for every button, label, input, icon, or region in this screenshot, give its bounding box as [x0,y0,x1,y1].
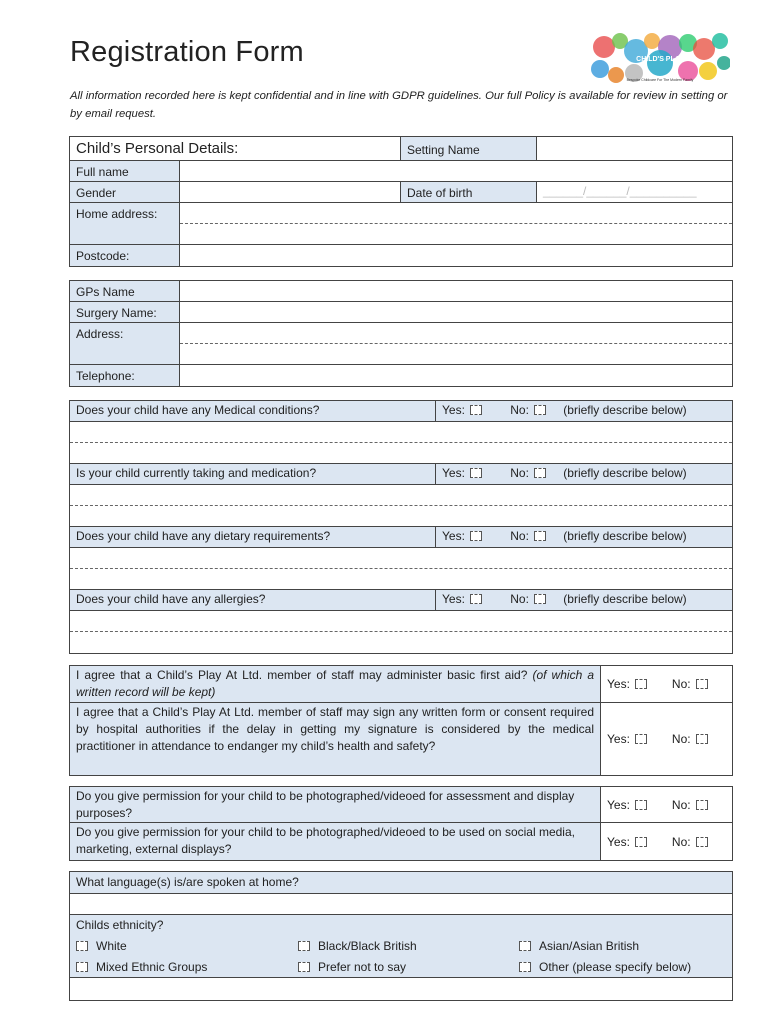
question-dietary: Does your child have any dietary requirements? [70,527,436,547]
photo-assessment-no-checkbox[interactable] [696,800,708,810]
language-question: What language(s) is/are spoken at home? [70,872,732,894]
first-aid-options: Yes: No: [601,666,732,702]
hospital-consent-text: I agree that a Child’s Play At Ltd. member of staff may sign any written form or consent required by hospital authorities if the delay in getting my signature is considered by the medical practitioner in attendance to endanger my child’s health and safety? [70,703,601,775]
gender-label: Gender [70,182,180,202]
question-medical-conditions: Does your child have any Medical conditions? [70,401,436,421]
intro-text: All information recorded here is kept confidential and in line with GDPR guidelines. Our full Policy is available for review in setting or by email request. [70,90,728,120]
photo-consent-section [69,786,733,861]
first-aid-consent-text: I agree that a Child’s Play At Ltd. member of staff may administer basic first aid? (of which a written record will be kept) [70,666,601,702]
medication-yes-checkbox[interactable] [470,468,482,478]
medical-conditions-answer[interactable] [70,422,732,464]
photo-assessment-options: Yes: No: [601,787,732,822]
surgery-name-label: Surgery Name: [70,302,180,322]
allergies-options: Yes: No: (briefly describe below) [442,592,687,606]
childs-play-logo [590,33,730,85]
setting-name-field[interactable] [537,137,732,160]
ethnicity-option[interactable]: Other (please specify below) [519,957,738,977]
allergies-question-row [70,590,732,611]
ethnicity-option[interactable]: Mixed Ethnic Groups [76,957,298,977]
question-medication: Is your child currently taking and medication? [70,464,436,484]
dob-field[interactable]: ______/______/__________ [543,184,697,198]
home-address-label: Home address: [70,203,180,244]
hospital-options: Yes: No: [601,703,732,775]
photo-social-options: Yes: No: [601,823,732,860]
medication-no-checkbox[interactable] [534,468,546,478]
medication-question-row [70,464,732,485]
gp-name-label: GPs Name [70,281,180,301]
question-allergies: Does your child have any allergies? [70,590,436,610]
language-section [69,871,733,1001]
ethnicity-option[interactable]: Black/Black British [298,936,519,956]
gp-address-field[interactable] [180,323,732,364]
ethnicity-checkbox[interactable] [519,941,531,951]
gp-name-field[interactable] [180,281,732,301]
hospital-no-checkbox[interactable] [696,734,708,744]
surgery-name-field[interactable] [180,302,732,322]
consent-section [69,665,733,776]
medication-answer[interactable] [70,485,732,527]
allergies-answer[interactable] [70,611,732,653]
ethnicity-checkbox[interactable] [298,941,310,951]
ethnicity-other-field[interactable] [70,978,732,1000]
first-aid-yes-checkbox[interactable] [635,679,647,689]
photo-assessment-text: Do you give permission for your child to be photographed/videoed for assessment and display purposes? [70,787,601,822]
svg-text:CHILD'S PLAY: CHILD'S PLAY [636,56,684,63]
gender-field[interactable] [180,182,401,202]
ethnicity-checkbox[interactable] [76,962,88,972]
ethnicity-options [70,936,732,978]
photo-social-yes-checkbox[interactable] [635,837,647,847]
ethnicity-option[interactable]: Asian/Asian British [519,936,738,956]
full-name-label: Full name [70,161,180,181]
ethnicity-checkbox[interactable] [298,962,310,972]
gp-details-section [69,280,733,387]
allergies-yes-checkbox[interactable] [470,594,482,604]
photo-social-no-checkbox[interactable] [696,837,708,847]
svg-text:Bespoke Childcare For The Mode: Bespoke Childcare For The Modern Family [626,78,694,82]
ethnicity-question: Childs ethnicity? [70,915,732,936]
dietary-answer[interactable] [70,548,732,590]
medical-no-checkbox[interactable] [534,405,546,415]
medical-conditions-options: Yes: No: (briefly describe below) [442,403,687,417]
dietary-options: Yes: No: (briefly describe below) [442,529,687,543]
setting-name-label: Setting Name [401,137,537,160]
dietary-no-checkbox[interactable] [534,531,546,541]
ethnicity-checkbox[interactable] [519,962,531,972]
medical-question-row [70,401,732,422]
dob-label: Date of birth [401,182,537,202]
medical-section [69,400,733,654]
home-address-field[interactable] [180,203,732,244]
postcode-label: Postcode: [70,245,180,266]
child-details-section [69,136,733,267]
medical-yes-checkbox[interactable] [470,405,482,415]
medication-options: Yes: No: (briefly describe below) [442,466,687,480]
gp-telephone-field[interactable] [180,365,732,386]
photo-social-text: Do you give permission for your child to be photographed/videoed to be used on social media, marketing, external displays? [70,823,601,860]
full-name-field[interactable] [180,161,732,181]
ethnicity-option[interactable]: White [76,936,298,956]
page-title: Registration Form [70,36,304,68]
language-field[interactable] [70,894,732,915]
postcode-field[interactable] [180,245,732,266]
ethnicity-checkbox[interactable] [76,941,88,951]
hospital-yes-checkbox[interactable] [635,734,647,744]
gp-address-label: Address: [70,323,180,364]
allergies-no-checkbox[interactable] [534,594,546,604]
photo-assessment-yes-checkbox[interactable] [635,800,647,810]
dietary-question-row [70,527,732,548]
child-details-heading: Child’s Personal Details: [70,137,401,160]
dietary-yes-checkbox[interactable] [470,531,482,541]
ethnicity-option[interactable]: Prefer not to say [298,957,519,977]
first-aid-no-checkbox[interactable] [696,679,708,689]
gp-telephone-label: Telephone: [70,365,180,386]
